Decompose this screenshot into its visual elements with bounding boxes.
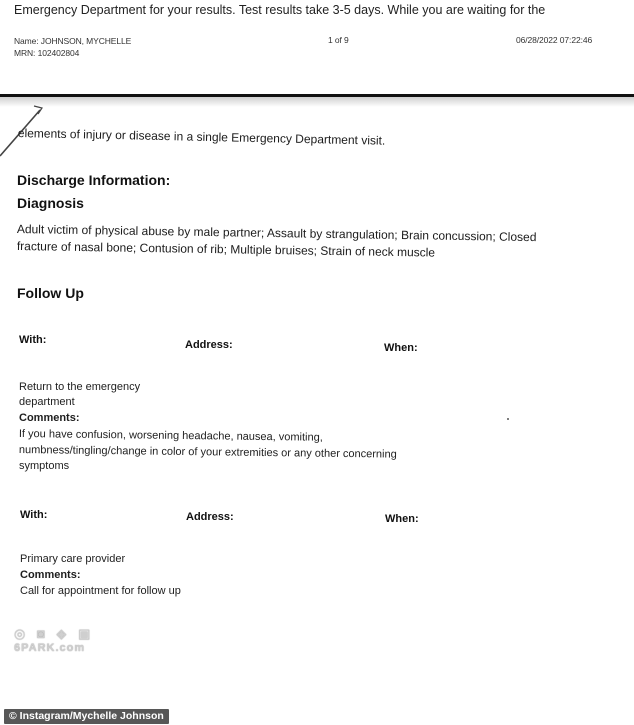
photo-credit: © Instagram/Mychelle Johnson [4, 709, 169, 724]
follow-up-2-comment-line-1: Call for appointment for follow up [20, 585, 181, 597]
speck [507, 418, 509, 420]
follow-up-1-when-label: When: [384, 342, 418, 354]
intro-line: elements of injury or disease in a single Emergency Department visit. [17, 126, 386, 148]
discharge-heading: Discharge Information: [17, 172, 171, 188]
watermark-text: 6PARK.com [14, 642, 86, 654]
page-separator-shadow [0, 97, 634, 107]
watermark-glyphs: ◎ ◙ ◈ ▣ [14, 626, 95, 641]
follow-up-1-comment-line-3: symptoms [19, 460, 70, 472]
follow-up-2-comments-label: Comments: [20, 569, 81, 581]
diagnosis-line-1: Adult victim of physical abuse by male partner; Assault by strangulation; Brain concussion; Closed [16, 222, 537, 245]
follow-up-2-when-label: When: [385, 513, 419, 525]
follow-up-heading: Follow Up [17, 285, 84, 301]
header-top-line: Emergency Department for your results. Test results take 3-5 days. While you are waiting for the [14, 3, 546, 17]
diagnosis-heading: Diagnosis [17, 195, 84, 211]
follow-up-2-with-label: With: [20, 509, 48, 521]
follow-up-2-provider-line-1: Primary care provider [20, 553, 126, 565]
page-number: 1 of 9 [328, 35, 349, 45]
follow-up-1-comment-line-2: numbness/tingling/change in color of your extremities or any other concerning [18, 443, 397, 461]
follow-up-1-comment-line-1: If you have confusion, worsening headache, nausea, vomiting, [18, 427, 323, 444]
follow-up-1-provider-line-2: department [19, 396, 75, 408]
patient-mrn: MRN: 102402804 [14, 48, 80, 58]
follow-up-1-with-label: With: [19, 334, 47, 346]
timestamp: 06/28/2022 07:22:46 [516, 35, 593, 45]
watermark [14, 626, 94, 654]
diagnosis-line-2: fracture of nasal bone; Contusion of rib; Multiple bruises; Strain of neck muscle [16, 239, 436, 260]
follow-up-1-comments-label: Comments: [19, 412, 80, 424]
follow-up-1-address-label: Address: [185, 339, 233, 351]
follow-up-2-address-label: Address: [186, 511, 234, 523]
patient-name: Name: JOHNSON, MYCHELLE [14, 36, 132, 46]
follow-up-1-provider-line-1: Return to the emergency [19, 381, 141, 393]
